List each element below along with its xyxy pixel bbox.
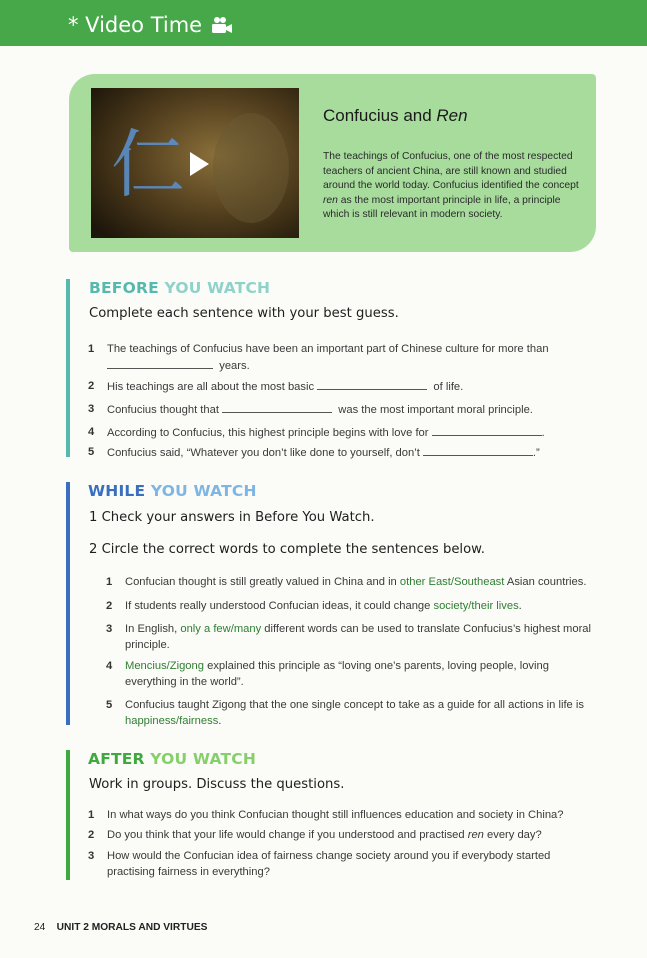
before-item-2: 2 His teachings are all about the most basic of life. <box>88 380 464 393</box>
unit-label: UNIT 2 MORALS AND VIRTUES <box>56 922 208 933</box>
before-item-5: 5 Confucius said, “Whatever you don’t like done to yourself, don’t .” <box>88 446 540 459</box>
while-item-4: 4 Mencius/Zigong explained this principle as “loving one’s parents, loving people, loving everything in the world”. <box>106 660 549 688</box>
page-footer <box>34 922 207 933</box>
while-item-2: 2 If students really understood Confucian ideas, it could change society/their lives. <box>106 600 522 612</box>
after-item-1: 1 In what ways do you think Confucian thought still influences education and society in China? <box>88 809 564 821</box>
after-item-3: 3 How would the Confucian idea of fairness change society around you if everybody started practising fairness in everything? <box>88 850 551 878</box>
before-instruction: Complete each sentence with your best guess. <box>89 306 399 321</box>
before-section-bar <box>66 279 70 457</box>
video-thumbnail[interactable] <box>91 88 299 238</box>
video-description: The teachings of Confucius, one of the most respected teachers of ancient China, are still known and studied around the world today. Confucius identified the concept ren as the most important principle in life, a principle which is still relevant in modern society. <box>323 151 579 221</box>
page-number: 24 <box>34 922 46 933</box>
word-choice[interactable]: other East/Southeast <box>399 576 505 588</box>
before-item-3: 3 Confucius thought that was the most important moral principle. <box>88 403 533 416</box>
before-item-1: 1 The teachings of Confucius have been an important part of Chinese culture for more than years. <box>88 343 549 372</box>
answer-blank[interactable] <box>222 401 332 413</box>
word-choice[interactable]: happiness/fairness <box>125 715 219 727</box>
after-item-2: 2 Do you think that your life would change if you understood and practised ren every day? <box>88 829 542 841</box>
while-item-1: 1 Confucian thought is still greatly valued in China and in other East/Southeast Asian countries. <box>106 576 587 588</box>
answer-blank[interactable] <box>317 378 427 390</box>
while-task-1: 1 Check your answers in Before You Watch. <box>89 510 375 525</box>
video-camera-icon <box>211 16 233 34</box>
while-task-2: 2 Circle the correct words to complete the sentences below. <box>89 542 485 557</box>
while-item-3: 3 In English, only a few/many different words can be used to translate Confucius’s highest moral principle. <box>106 623 592 651</box>
answer-blank[interactable] <box>432 424 542 436</box>
after-instruction: Work in groups. Discuss the questions. <box>89 777 345 792</box>
after-section-bar <box>66 750 70 880</box>
video-title: Confucius and Ren <box>323 106 468 125</box>
while-item-5: 5 Confucius taught Zigong that the one single concept to take as a guide for all actions in life is happiness/fairness. <box>106 699 584 727</box>
section-title: * Video Time <box>68 13 203 37</box>
after-heading: AFTER YOU WATCH <box>88 750 257 768</box>
answer-blank[interactable] <box>107 357 213 369</box>
word-choice[interactable]: only a few/many <box>180 623 262 635</box>
answer-blank[interactable] <box>423 444 533 456</box>
while-heading: WHILE YOU WATCH <box>88 482 257 500</box>
thumbnail-glyph: 仁 <box>111 122 185 208</box>
while-section-bar <box>66 482 70 725</box>
before-item-4: 4 According to Confucius, this highest principle begins with love for . <box>88 426 545 439</box>
word-choice[interactable]: society/their lives <box>433 600 519 612</box>
before-heading: BEFORE YOU WATCH <box>89 279 271 297</box>
word-choice[interactable]: Mencius/Zigong <box>125 660 204 672</box>
